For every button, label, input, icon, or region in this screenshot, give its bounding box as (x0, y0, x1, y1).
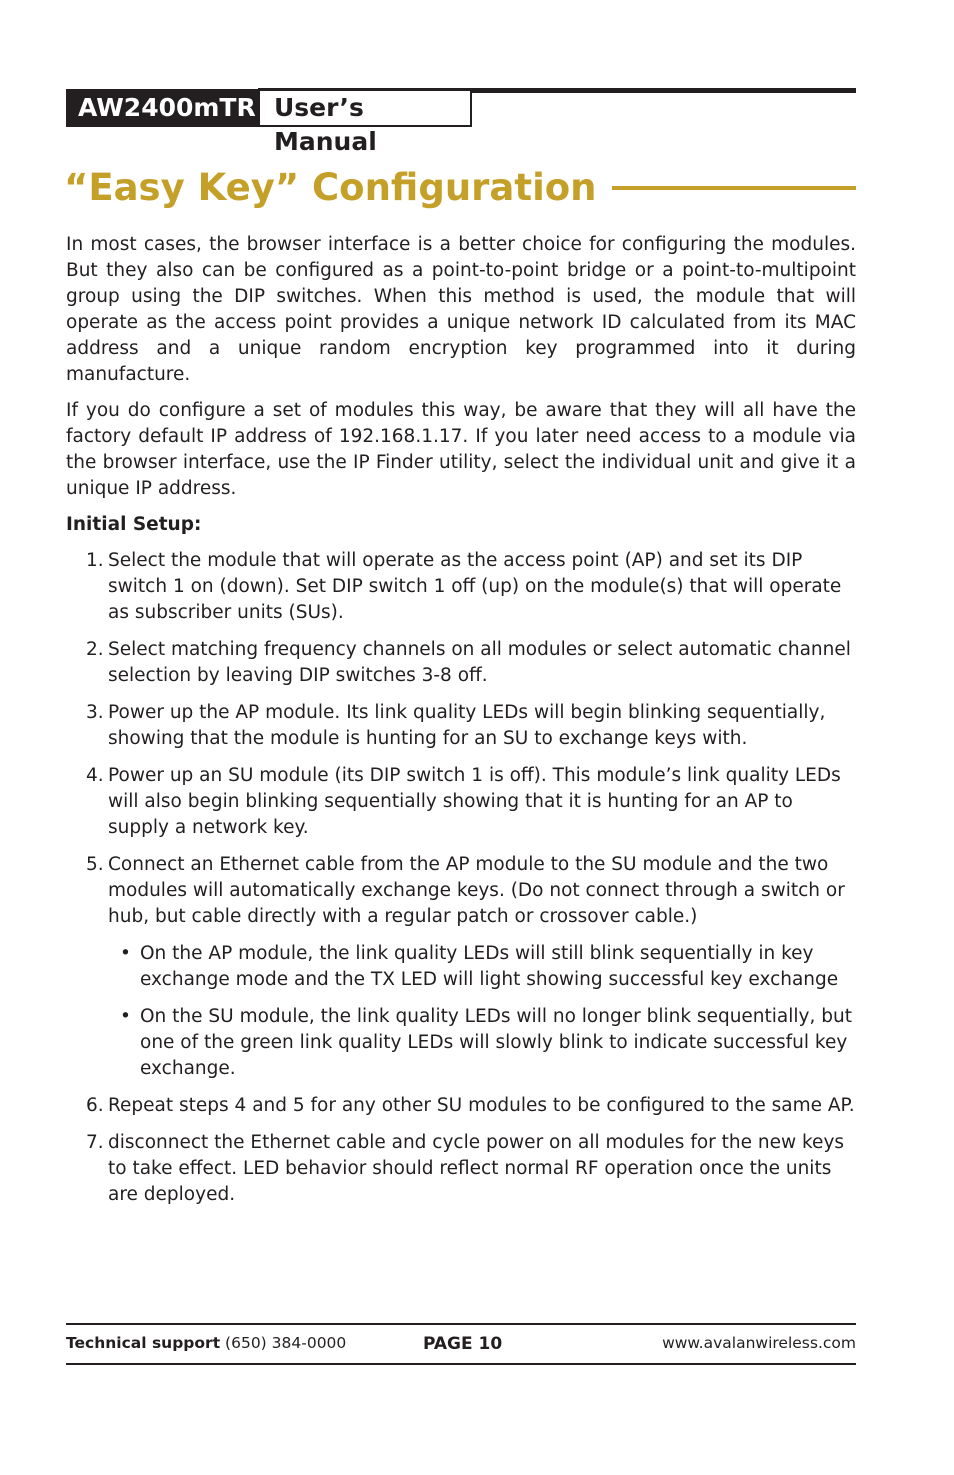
step-item (66, 763, 856, 841)
main-content (66, 232, 856, 1219)
setup-heading: Initial Setup: (66, 514, 202, 535)
page-number: PAGE 10 (423, 1334, 503, 1354)
step-item (66, 1093, 856, 1119)
footer-top-rule (66, 1323, 856, 1325)
step-number: 3. (86, 702, 104, 723)
step-text: Power up an SU module (its DIP switch 1 is off). This module’s link quality LEDs will also begin blinking sequentially showing that it is hunting for an AP to supply a network key. (108, 765, 841, 838)
step-number: 7. (86, 1132, 104, 1153)
step-text: Power up the AP module. Its link quality LEDs will begin blinking sequentially, showing that the module is hunting for an SU to exchange keys with. (108, 702, 826, 749)
step-text: Select matching frequency channels on all modules or select automatic channel selection by leaving DIP switches 3-8 off. (108, 639, 851, 686)
step-number: 4. (86, 765, 104, 786)
bullet-item (108, 1004, 856, 1082)
step-item (66, 637, 856, 689)
support-phone: (650) 384-0000 (225, 1334, 347, 1352)
intro-paragraph: If you do configure a set of modules this way, be aware that they will all have the factory default IP address of 192.168.1.17. If you later need access to a module via the browser interface, use the IP Finder utility, select the individual unit and give it a unique IP address. (66, 400, 856, 499)
website-link[interactable]: www.avalanwireless.com (662, 1334, 856, 1352)
page-title: “Easy Key” Configuration (64, 166, 597, 209)
step-text: Repeat steps 4 and 5 for any other SU modules to be configured to the same AP. (108, 1095, 855, 1116)
bullet-icon: • (120, 1006, 131, 1027)
step-number: 6. (86, 1095, 104, 1116)
step5-bullets (108, 941, 856, 1082)
model-label: AW2400mTR (66, 89, 258, 127)
setup-steps (66, 548, 856, 1208)
intro-paragraph: In most cases, the browser interface is a better choice for configuring the modules. But they also can be configured as a point-to-point bridge or a point-to-multipoint group using the DIP switches. When this method is used, the module that will operate as the access point provides a unique network ID calculated from its MAC address and a unique random encryption key programmed into it during manufacture. (66, 234, 856, 385)
step-text: disconnect the Ethernet cable and cycle power on all modules for the new keys to take effect. LED behavior should reflect normal RF operation once the units are deployed. (108, 1132, 845, 1205)
step-number: 1. (86, 550, 104, 571)
step-item (66, 852, 856, 1082)
footer-bottom-rule (66, 1363, 856, 1365)
step-text: Select the module that will operate as the access point (AP) and set its DIP switch 1 on (down). Set DIP switch 1 off (up) on the module(s) that will operate as subscriber units (SUs). (108, 550, 842, 623)
step-item (66, 1130, 856, 1208)
title-rule (612, 186, 856, 190)
bullet-text: On the AP module, the link quality LEDs will still blink sequentially in key exchange mode and the TX LED will light showing successful key exchange (140, 943, 839, 990)
footer-support (66, 1332, 346, 1354)
bullet-text: On the SU module, the link quality LEDs will no longer blink sequentially, but one of the green link quality LEDs will slowly blink to indicate successful key exchange. (140, 1006, 852, 1079)
bullet-icon: • (120, 943, 131, 964)
manual-label: User’s Manual (258, 89, 472, 127)
step-number: 5. (86, 854, 104, 875)
step-item (66, 548, 856, 626)
step-number: 2. (86, 639, 104, 660)
bullet-item (108, 941, 856, 993)
support-label: Technical support (66, 1334, 221, 1352)
step-text: Connect an Ethernet cable from the AP module to the SU module and the two modules will automatically exchange keys. (Do not connect through a switch or hub, but cable directly with a regular patch or crossover cable.) (108, 854, 845, 927)
step-item (66, 700, 856, 752)
